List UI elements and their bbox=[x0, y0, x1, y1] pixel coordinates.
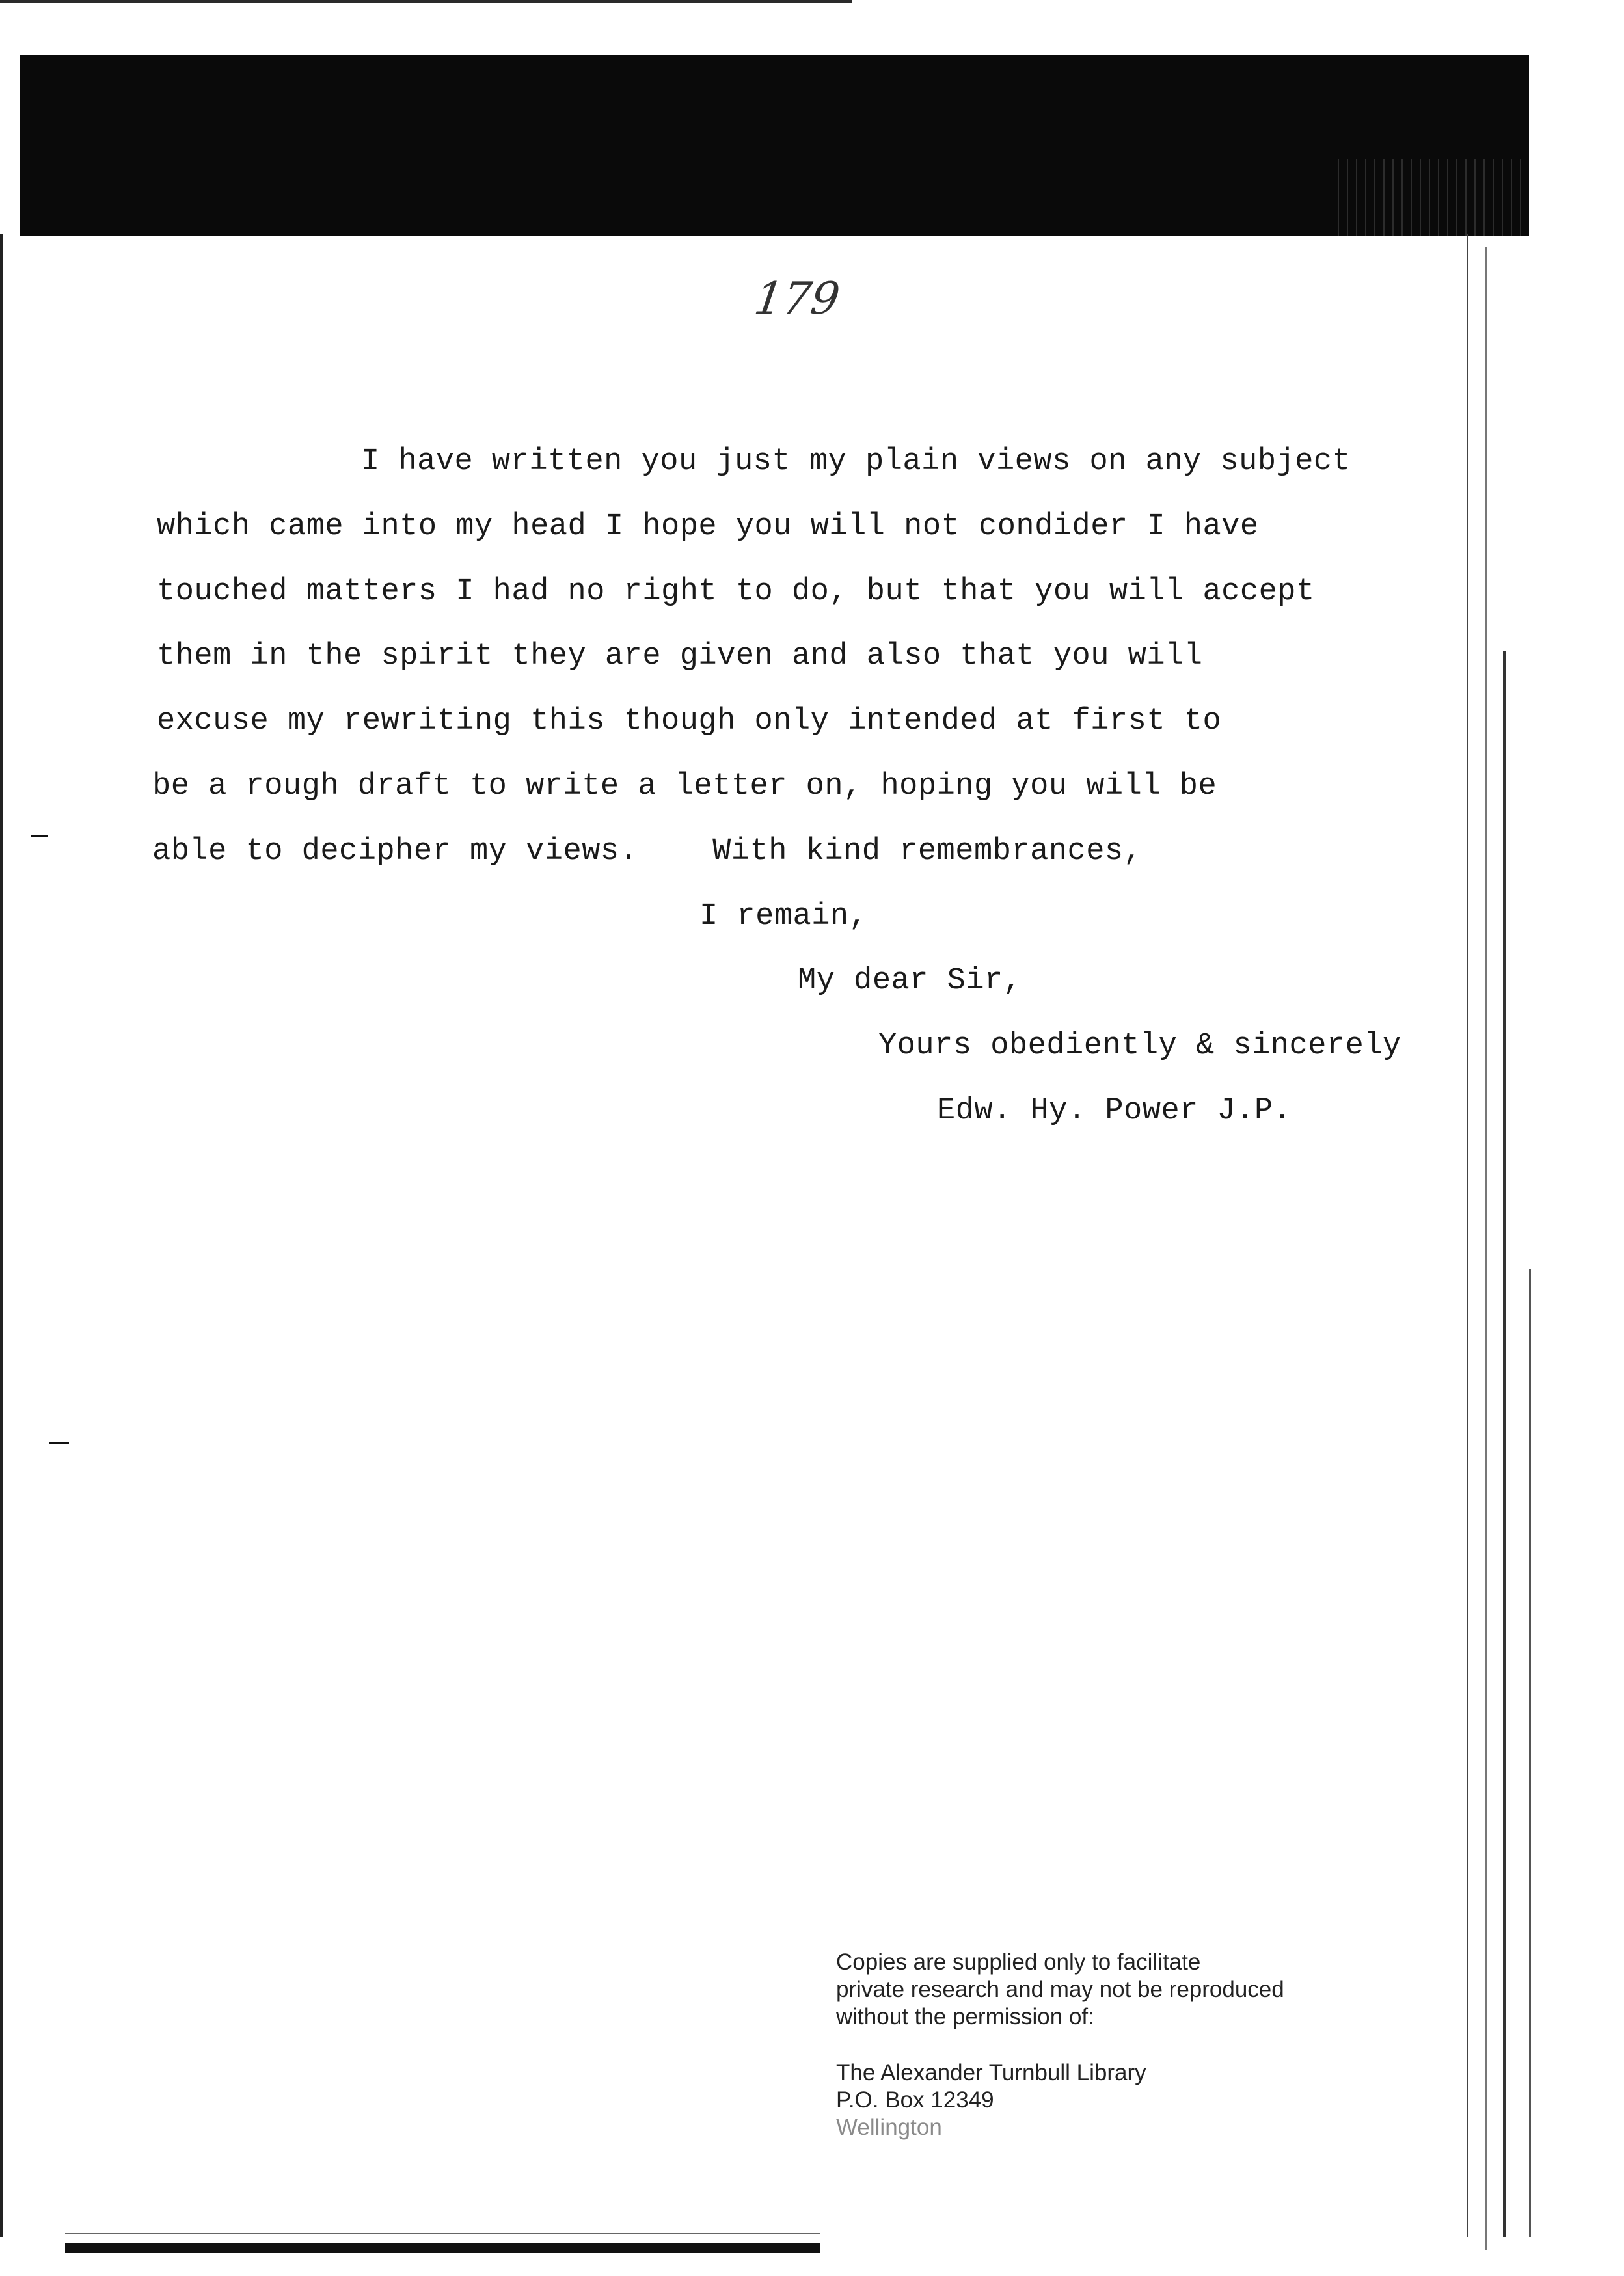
right-page-edge-inner bbox=[1485, 247, 1487, 2250]
closing-remain: I remain, bbox=[699, 899, 868, 934]
letter-line-5: excuse my rewriting this though only intended at first to bbox=[157, 704, 1222, 738]
notice-line-2: private research and may not be reproduced bbox=[836, 1977, 1284, 2002]
copyright-notice bbox=[836, 1949, 1461, 2141]
left-page-edge bbox=[0, 234, 3, 2237]
letter-line-6: be a rough draft to write a letter on, hoping you will be bbox=[152, 769, 1217, 804]
top-scan-rule bbox=[0, 0, 852, 3]
page-number: 179 bbox=[751, 273, 843, 325]
library-city: Wellington bbox=[836, 2115, 942, 2140]
closing-sign-off: Yours obediently & sincerely bbox=[878, 1029, 1401, 1063]
bottom-scan-rule bbox=[65, 2243, 820, 2253]
margin-mark bbox=[31, 835, 48, 837]
library-po-box: P.O. Box 12349 bbox=[836, 2087, 994, 2113]
library-name: The Alexander Turnbull Library bbox=[836, 2060, 1146, 2085]
margin-mark bbox=[49, 1442, 69, 1444]
right-page-edge-far bbox=[1529, 1269, 1531, 2237]
letter-line-7: able to decipher my views. With kind remembrances, bbox=[152, 834, 1143, 869]
signature: Edw. Hy. Power J.P. bbox=[937, 1094, 1292, 1128]
letter-line-3: touched matters I had no right to do, but that you will accept bbox=[157, 575, 1315, 609]
closing-salutation: My dear Sir, bbox=[798, 964, 1022, 998]
scan-header-band bbox=[20, 55, 1529, 236]
letter-line-4: them in the spirit they are given and also that you will bbox=[157, 639, 1203, 673]
notice-line-1: Copies are supplied only to facilitate bbox=[836, 1949, 1201, 1975]
right-page-edge-outer bbox=[1503, 651, 1506, 2237]
right-page-edge bbox=[1467, 234, 1468, 2237]
scan-noise bbox=[1334, 159, 1529, 236]
notice-gap bbox=[836, 2031, 1461, 2059]
bottom-scan-rule-thin bbox=[65, 2233, 820, 2234]
notice-line-3: without the permission of: bbox=[836, 2004, 1094, 2029]
letter-line-1: I have written you just my plain views on any subject bbox=[361, 444, 1351, 479]
letter-line-2: which came into my head I hope you will not condider I have bbox=[157, 509, 1259, 544]
